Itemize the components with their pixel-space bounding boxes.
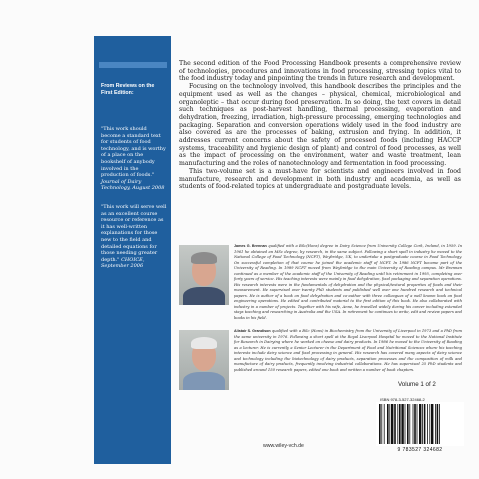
- barcode-bar: [394, 404, 396, 444]
- author-bio-grandison: [234, 329, 462, 373]
- photo-shirt: [183, 372, 225, 390]
- author-photo-grandison: [179, 330, 229, 390]
- barcode-bar: [389, 404, 390, 444]
- author-name-brennan: James G. Brennan: [234, 244, 267, 248]
- barcode-bar: [427, 404, 428, 444]
- publisher-url: www.wiley-vch.de: [263, 443, 304, 449]
- barcode-bar: [399, 404, 401, 444]
- barcode-bar: [414, 404, 416, 444]
- barcode-bar: [437, 404, 439, 444]
- barcode-bar: [439, 404, 440, 444]
- author-photo-brennan: [179, 245, 229, 305]
- description-paragraph-3: This two-volume set is a must-have for scientists and engineers involved in food manufacture, research and development in both industry and academia, as well as students of food-related topics at undergraduate and postgraduate levels.: [179, 167, 461, 191]
- reviews-heading: From Reviews on the First Edition:: [101, 83, 155, 96]
- barcode-bar: [422, 404, 423, 444]
- barcode-bar: [401, 404, 403, 444]
- barcode-bar: [405, 404, 406, 444]
- barcode-bar: [381, 404, 382, 444]
- barcode-bar: [379, 404, 381, 444]
- barcode-bar: [384, 404, 385, 444]
- barcode-bar: [419, 404, 421, 444]
- barcode-bar: [424, 404, 426, 444]
- barcode-bar: [407, 404, 409, 444]
- barcode-bar: [435, 404, 436, 444]
- barcode: [376, 402, 464, 446]
- review-text-1: "This work should become a standard text for students of food technology, and is worthy of a place on the bookshelf of anybody involved in the production of foods.": [101, 126, 166, 179]
- book-description: [179, 60, 461, 191]
- barcode-bar: [417, 404, 418, 444]
- review-quote-1: [101, 126, 167, 192]
- photo-hair: [191, 252, 217, 264]
- description-paragraph-1: The second edition of the Food Processing Handbook presents a comprehensive review of technologies, procedures and innovations in food processing, stressing topics vital to the food industry today and pinpointing the trends in future research and development.: [179, 60, 461, 83]
- review-source-1: Journal of Dairy Technology, August 2008: [101, 178, 165, 192]
- barcode-bar: [409, 404, 410, 444]
- barcode-bar: [387, 404, 389, 444]
- photo-shirt: [183, 287, 225, 305]
- barcode-bars: [376, 402, 464, 446]
- description-paragraph-2: Focusing on the technology involved, this handbook describes the principles and the equipment used as well as the changes – physical, chemical, microbiological and organoleptic – that occur during food preservation. In so doing, the text covers in detail such techniques as post-harvest handling, thermal processing, evaporation and dehydration, freezing, irradiation, high-pressure processing, emerging technologies and packaging. Separation and conversion operations widely used in the food industry are also covered as are the processes of baking, extrusion and frying. In addition, it addresses current concerns about the safety of processed foods (including HACCP systems, traceability and hygienic design of plant) and control of food processes, as well as the impact of processing on the environment, water and waste treatment, lean manufacturing and the roles of nanotechnology and fermentation in food processing.: [179, 83, 461, 168]
- barcode-bar: [391, 404, 393, 444]
- volume-label: Volume 1 of 2: [398, 381, 436, 388]
- sidebar-stripe: [99, 62, 167, 68]
- author-name-grandison: Alistair S. Grandison: [234, 329, 271, 333]
- author-bio-text-grandison: qualified with a BSc (Hons) in Biochemistry from the University of Liverpool in 1973 and a PhD from the same university in 1976. Following a short spell at the Royal Liverpool Hospital he moved to the National Institute for Research in Dairying where he worked on cheese and dairy products. In 1986 he moved to the University of Reading as a lecturer. He is currently a Senior Lecturer in the Department of Food and Nutritional Sciences where his teaching interests include dairy science and food processing in general. His research has covered many aspects of dairy science and technology including the biotechnology of dairy products, separation processes and the composition of milk and manufacture of dairy products, frequently involving industrial collaborations. He has supervised 25 PhD students and published around 150 research papers, edited one book and written a number of book chapters.: [234, 329, 462, 372]
- review-quote-2: [101, 204, 167, 270]
- photo-hair: [191, 337, 217, 349]
- author-bio-brennan: [234, 244, 462, 321]
- barcode-bar: [413, 404, 414, 444]
- barcode-bar: [397, 404, 398, 444]
- isbn-label: ISBN 978-3-527-32468-2: [380, 397, 425, 402]
- review-text-2: "This work will serve well as an excellent course resource or reference as it has well-written explanations for those new to the field and detailed equations for those needing greater depth.": [101, 204, 167, 263]
- review-source-2: CHOICE, September 2006: [101, 256, 145, 270]
- barcode-bar: [429, 404, 430, 444]
- author-bio-text-brennan: qualified with a BSc(Hons) degree in Dairy Science from University College Cork, Ireland, in 1959. In 1961 he obtained an MSc degree, by research, in the same subject. Following a short spell in industry he moved to the National College of Food Technology (NCFT), Weybridge, UK, to undertake a postgraduate course in Food Technology. On successful completion of that course he joined the academic staff of NCFT. In 1986 NCFT became part of the University of Reading. In 1989 NCFT moved from Weybridge to the main University of Reading campus. Mr Brennan continued as a member of the academic staff of the University of Reading until his retirement in 1995, completing over forty years of service. His teaching interests were mainly in food dehydration, food packaging and separation operations. His research interests were in the fundamentals of dehydration and the physical/textural properties of foods and their measurement. He supervised over twenty PhD students and published well over one hundred research and technical papers. He is author of a book on food dehydration and co-author with three colleagues of a well known book on food engineering operations. He edited and contributed material to the first edition of this book. He also collaborated with industry in a number of projects. Together with his wife, Anne, he travelled widely during his career including extended stays teaching and researching in Australia and the USA. In retirement he continues to write, edit and review papers and books in his field.: [234, 244, 462, 320]
- barcode-number: 9 783527 324682: [397, 447, 443, 453]
- barcode-bar: [431, 404, 433, 444]
